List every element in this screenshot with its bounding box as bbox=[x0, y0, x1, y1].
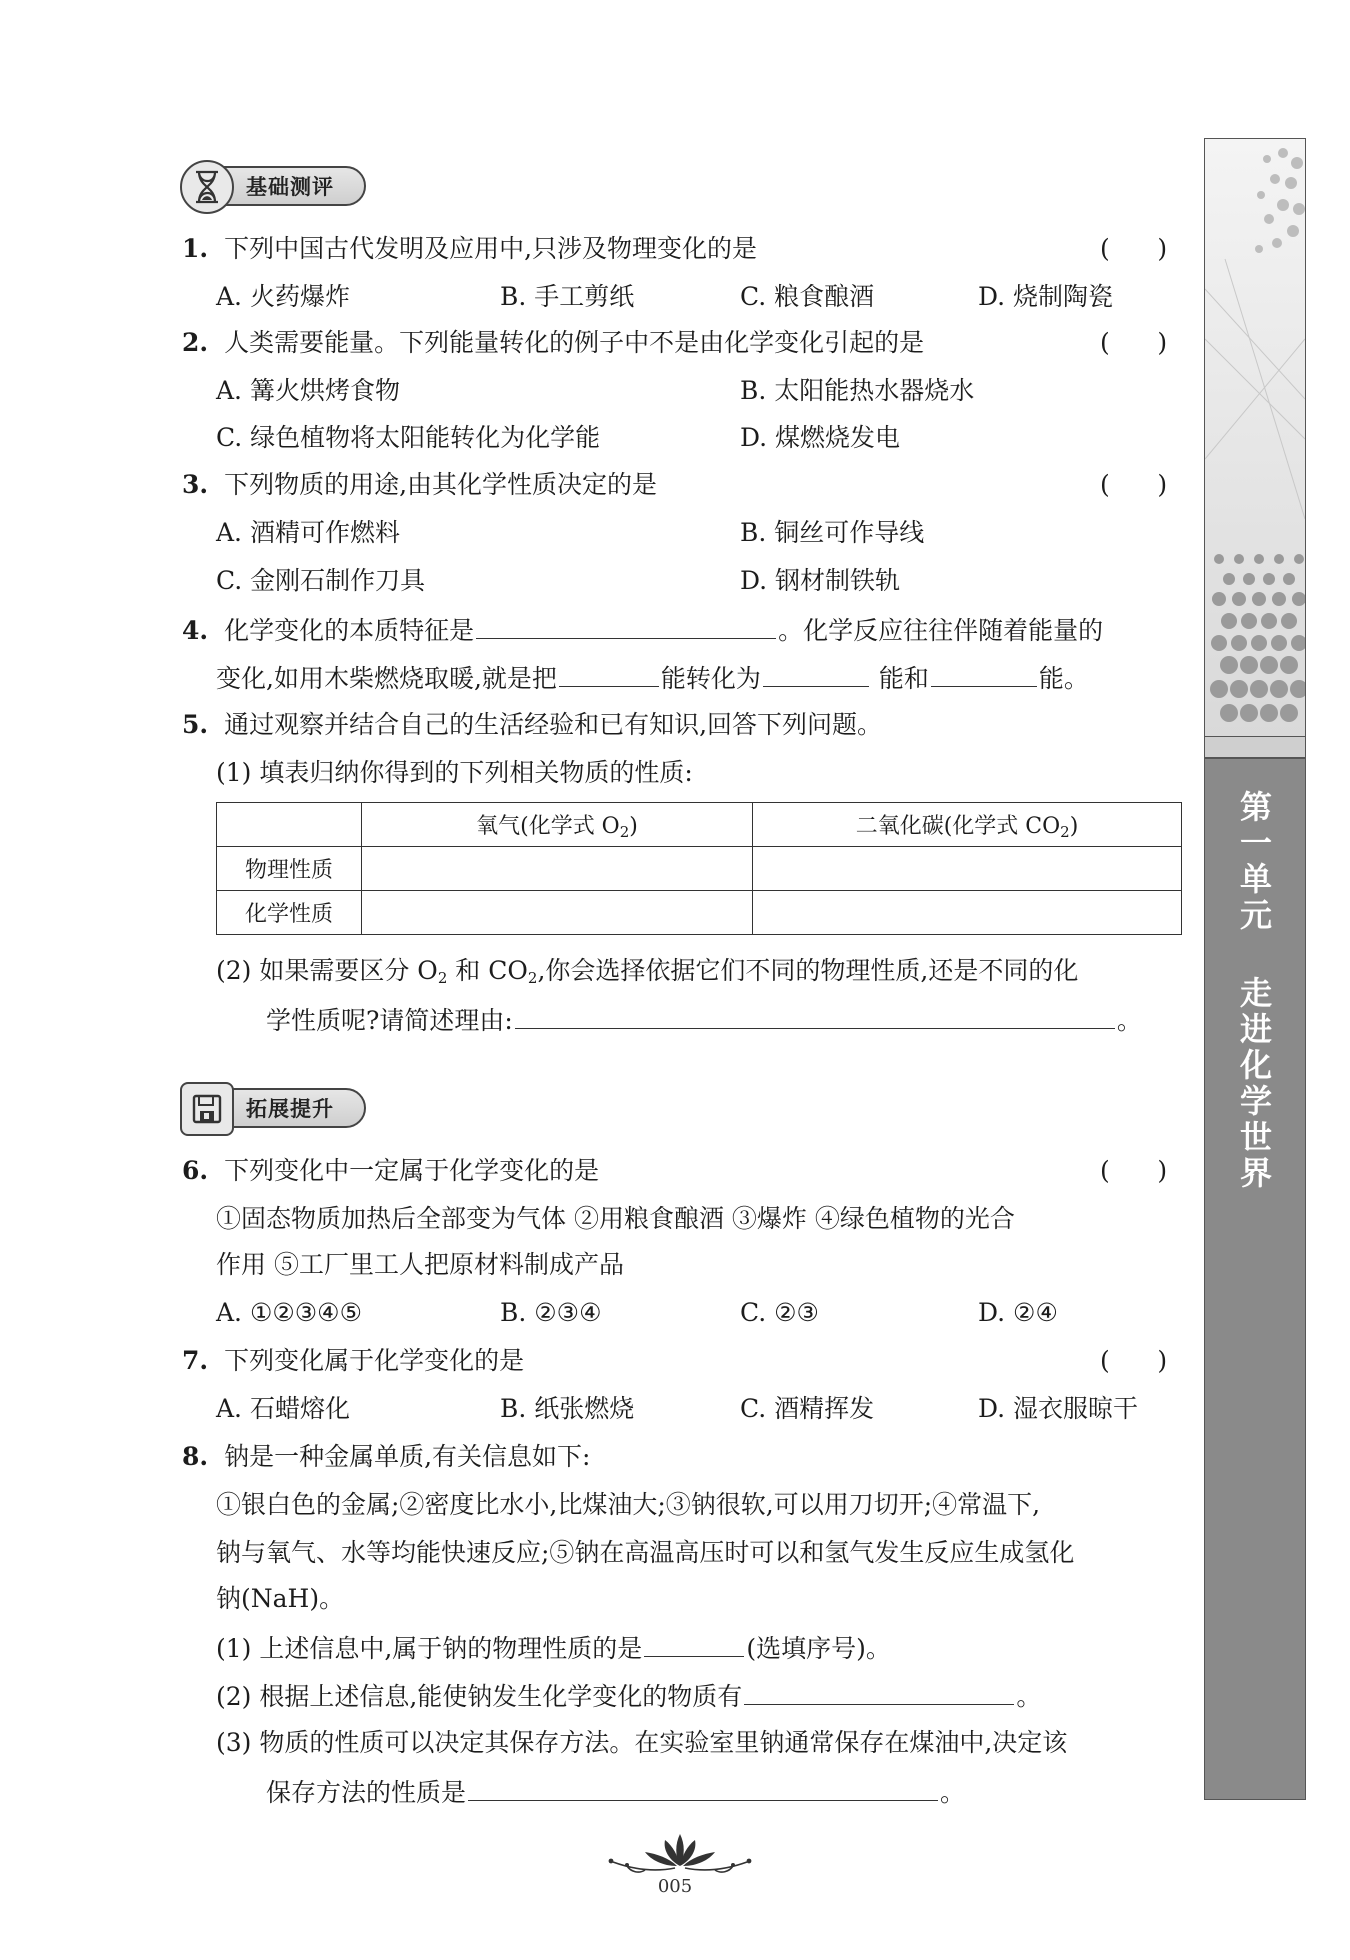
question-5-part-2-line-2: 学性质呢?请简述理由: 。 bbox=[266, 1002, 1142, 1038]
blank-8-3[interactable] bbox=[468, 1774, 938, 1801]
q3-option-d: D. 钢材制铁轨 bbox=[740, 566, 901, 595]
answer-paren-6[interactable]: ( ) bbox=[1100, 1156, 1168, 1185]
answer-paren-1[interactable]: ( ) bbox=[1100, 234, 1168, 263]
answer-paren-2[interactable]: ( ) bbox=[1100, 328, 1168, 357]
section-header-basic bbox=[182, 166, 366, 206]
side-tab-decoration bbox=[1204, 138, 1306, 737]
question-8-info-3: 钠(NaH)。 bbox=[216, 1584, 345, 1613]
table-corner bbox=[217, 803, 362, 847]
q7-option-a: A. 石蜡熔化 bbox=[216, 1394, 350, 1423]
question-5: 5. 通过观察并结合自己的生活经验和已有知识,回答下列问题。 bbox=[182, 710, 883, 739]
question-8-info-1: ①银白色的金属;②密度比水小,比煤油大;③钠很软,可以用刀切开;④常温下, bbox=[216, 1490, 1041, 1519]
question-8-part-1: (1) 上述信息中,属于钠的物理性质的是 (选填序号)。 bbox=[216, 1630, 891, 1666]
q2-option-a: A. 篝火烘烤食物 bbox=[216, 376, 400, 405]
q2-option-c: C. 绿色植物将太阳能转化为化学能 bbox=[216, 423, 601, 452]
question-7: 7. 下列变化属于化学变化的是 bbox=[182, 1346, 525, 1375]
table-row-label: 物理性质 bbox=[217, 847, 362, 891]
question-6-items-line-1: ①固态物质加热后全部变为气体 ②用粮食酿酒 ③爆炸 ④绿色植物的光合 bbox=[216, 1204, 1015, 1233]
section-title-basic: 基础测评 bbox=[246, 175, 334, 199]
properties-table bbox=[216, 802, 1182, 935]
q7-option-d: D. 湿衣服晾干 bbox=[978, 1394, 1139, 1423]
question-5-part-1: (1) 填表归纳你得到的下列相关物质的性质: bbox=[216, 758, 693, 787]
table-cell[interactable] bbox=[753, 891, 1182, 935]
q1-option-a: A. 火药爆炸 bbox=[216, 282, 350, 311]
unit-title: 第一单元 走进化学世界 bbox=[1235, 790, 1273, 1192]
question-3: 3. 下列物质的用途,由其化学性质决定的是 bbox=[182, 470, 658, 499]
blank-5-reason[interactable] bbox=[515, 1002, 1115, 1029]
blank-4a[interactable] bbox=[476, 612, 776, 639]
q6-option-b: B. ②③④ bbox=[500, 1298, 602, 1327]
table-header-row bbox=[217, 803, 1182, 847]
q3-option-b: B. 铜丝可作导线 bbox=[740, 518, 925, 547]
question-5-part-2: (2) 如果需要区分 $O_2$ 和 $CO_2$,你会选择依据它们不同的物理性质,还是不同的化 bbox=[216, 956, 1079, 987]
table-cell[interactable] bbox=[362, 847, 753, 891]
table-row bbox=[217, 847, 1182, 891]
question-8: 8. 钠是一种金属单质,有关信息如下: bbox=[182, 1442, 591, 1471]
question-4: 4. 化学变化的本质特征是 。化学反应往往伴随着能量的 bbox=[182, 612, 1103, 648]
answer-paren-7[interactable]: ( ) bbox=[1100, 1346, 1168, 1375]
q7-option-b: B. 纸张燃烧 bbox=[500, 1394, 635, 1423]
hourglass-icon bbox=[180, 160, 234, 214]
section-header-extend bbox=[182, 1088, 366, 1128]
table-row-label: 化学性质 bbox=[217, 891, 362, 935]
blank-8-1[interactable] bbox=[644, 1630, 744, 1657]
q3-option-c: C. 金刚石制作刀具 bbox=[216, 566, 426, 595]
q6-option-d: D. ②④ bbox=[978, 1298, 1058, 1327]
answer-paren-3[interactable]: ( ) bbox=[1100, 470, 1168, 499]
question-6-items-line-2: 作用 ⑤工厂里工人把原材料制成产品 bbox=[216, 1250, 624, 1279]
question-8-info-2: 钠与氧气、水等均能快速反应;⑤钠在高温高压时可以和氢气发生反应生成氢化 bbox=[216, 1538, 1075, 1567]
q2-option-b: B. 太阳能热水器烧水 bbox=[740, 376, 975, 405]
table-header-co2: 二氧化碳(化学式 $CO_2$) bbox=[753, 803, 1182, 847]
q1-option-c: C. 粮食酿酒 bbox=[740, 282, 875, 311]
side-tab-band bbox=[1204, 736, 1306, 758]
q6-option-c: C. ②③ bbox=[740, 1298, 819, 1327]
question-6: 6. 下列变化中一定属于化学变化的是 bbox=[182, 1156, 600, 1185]
table-cell[interactable] bbox=[362, 891, 753, 935]
q7-option-c: C. 酒精挥发 bbox=[740, 1394, 875, 1423]
question-2: 2. 人类需要能量。下列能量转化的例子中不是由化学变化引起的是 bbox=[182, 328, 925, 357]
q1-option-b: B. 手工剪纸 bbox=[500, 282, 635, 311]
q3-option-a: A. 酒精可作燃料 bbox=[216, 518, 400, 547]
question-8-part-3: (3) 物质的性质可以决定其保存方法。在实验室里钠通常保存在煤油中,决定该 bbox=[216, 1728, 1068, 1757]
table-header-oxygen: 氧气(化学式 $O_2$) bbox=[362, 803, 753, 847]
page-number: 005 bbox=[657, 1876, 693, 1897]
section-title-extend: 拓展提升 bbox=[246, 1097, 334, 1121]
q6-option-a: A. ①②③④⑤ bbox=[216, 1298, 363, 1327]
question-4-line-2: 变化,如用木柴燃烧取暖,就是把 能转化为 能和 能。 bbox=[216, 660, 1089, 696]
q1-option-d: D. 烧制陶瓷 bbox=[978, 282, 1114, 311]
question-8-part-3-line-2: 保存方法的性质是 。 bbox=[266, 1774, 965, 1810]
blank-4c[interactable] bbox=[763, 660, 869, 687]
floppy-disk-icon bbox=[180, 1082, 234, 1136]
table-row bbox=[217, 891, 1182, 935]
floral-ornament-icon bbox=[605, 1826, 755, 1876]
table-cell[interactable] bbox=[753, 847, 1182, 891]
halftone-pattern bbox=[1205, 139, 1305, 737]
blank-4b[interactable] bbox=[559, 660, 659, 687]
blank-4d[interactable] bbox=[931, 660, 1037, 687]
question-1: 1. 下列中国古代发明及应用中,只涉及物理变化的是 bbox=[182, 234, 758, 263]
question-8-part-2: (2) 根据上述信息,能使钠发生化学变化的物质有 。 bbox=[216, 1678, 1041, 1714]
blank-8-2[interactable] bbox=[744, 1678, 1014, 1705]
q2-option-d: D. 煤燃烧发电 bbox=[740, 423, 901, 452]
